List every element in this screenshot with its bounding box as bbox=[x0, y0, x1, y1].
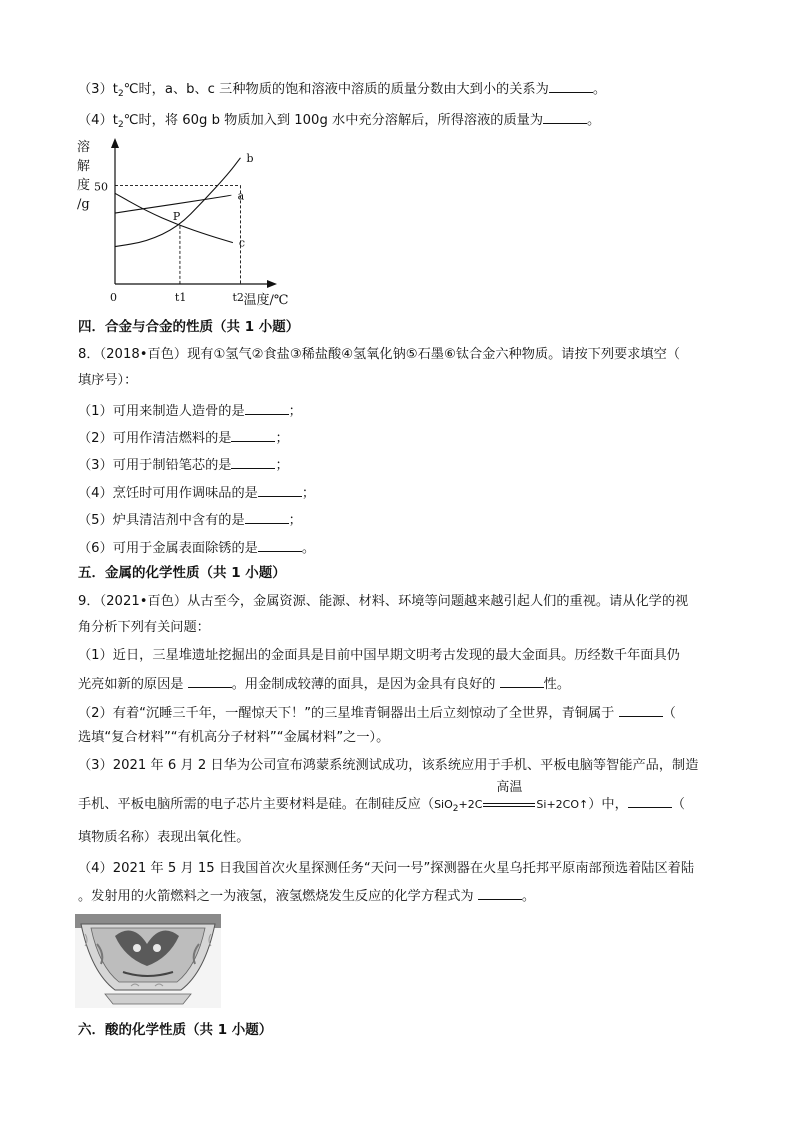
q9-part-3: （3）2021 年 6 月 2 日华为公司宣布鸿蒙系统测试成功，该系统应用于手机、平板电脑等智能产品，制造 bbox=[78, 758, 699, 773]
section-4-heading: 四．合金与合金的性质（共 1 小题） bbox=[78, 319, 300, 335]
question-8-intro: 8．（2018•百色）现有①氢气②食盐③稀盐酸④氢氧化钠⑤石墨⑥钛合金六种物质。请按下列要求填空（ bbox=[78, 347, 680, 362]
y-axis-label-char: 溶 bbox=[77, 140, 91, 155]
section-6-heading: 六．酸的化学性质（共 1 小题） bbox=[78, 1022, 273, 1038]
x-axis-arrow bbox=[267, 280, 277, 288]
y-axis-arrow bbox=[111, 138, 119, 148]
x-tick-t2: t2 bbox=[232, 291, 244, 304]
y-tick-label: 50 bbox=[94, 180, 108, 194]
q7-item-4: $(4)t_2℃$时，将 60g b 物质加入到 100g 水中充分溶解后，所得溶液的质量为 。 bbox=[78, 110, 724, 134]
answer-blank[interactable] bbox=[231, 428, 275, 442]
q8-item: （6）可用于金属表面除锈的是 。 bbox=[78, 538, 724, 558]
q8-item: （2）可用作清洁燃料的是 ； bbox=[78, 428, 724, 448]
answer-blank[interactable] bbox=[188, 674, 232, 688]
q9-part-3-cont2: 填物质名称）表现出氧化性。 bbox=[78, 830, 250, 845]
series-label-b: b bbox=[246, 151, 254, 165]
q9-part-4-cont: 。发射用的火箭燃料之一为液氢，液氢燃烧发生反应的化学方程式为 。 bbox=[78, 886, 724, 906]
q9-part-2: （2）有着“沉睡三千年，一醒惊天下！”的三星堆青铜器出土后立刻惊动了全世界，青铜属于 （ bbox=[78, 703, 724, 723]
silicon-reaction-equation: SiO$_2$+2C 高温 Si+2CO↑ bbox=[434, 780, 589, 814]
question-8-intro-cont: 填序号）： bbox=[78, 373, 138, 388]
origin-label: 0 bbox=[110, 291, 117, 304]
q8-item: （4）烹饪时可用作调味品的是 ； bbox=[78, 483, 724, 503]
series-label-a: a bbox=[237, 189, 245, 203]
solubility-chart bbox=[70, 136, 289, 314]
bronze-vessel-image bbox=[75, 914, 221, 1008]
answer-blank[interactable] bbox=[231, 455, 275, 469]
q8-item: （1）可用来制造人造骨的是 ； bbox=[78, 401, 724, 421]
section-5-heading: 五．金属的化学性质（共 1 小题） bbox=[78, 565, 286, 581]
answer-blank[interactable] bbox=[245, 401, 289, 415]
y-axis-label-char: 度 bbox=[77, 178, 91, 193]
y-axis-label-char: /g bbox=[77, 197, 90, 212]
q8-item: （3）可用于制铅笔芯的是 ； bbox=[78, 455, 724, 475]
answer-blank[interactable] bbox=[619, 703, 663, 717]
answer-blank[interactable] bbox=[258, 483, 302, 497]
series-label-c: c bbox=[238, 236, 246, 250]
q9-part-2-cont: 选填“复合材料”“有机高分子材料”“金属材料”之一）。 bbox=[78, 730, 390, 745]
question-9-intro-cont: 角分析下列有关问题： bbox=[78, 620, 210, 635]
answer-blank[interactable] bbox=[258, 538, 302, 552]
x-axis-label: 温度/℃ bbox=[243, 293, 289, 308]
q9-part-4: （4）2021 年 5 月 15 日我国首次火星探测任务“天问一号”探测器在火星乌托邦平原南部预选着陆区着陆 bbox=[78, 861, 695, 876]
answer-blank[interactable] bbox=[500, 674, 544, 688]
q9-part-1-cont: 光亮如新的原因是 。用金制成较薄的面具，是因为金具有良好的 性。 bbox=[78, 674, 724, 694]
answer-blank[interactable] bbox=[549, 79, 593, 93]
question-9-intro: 9．（2021•百色）从古至今，金属资源、能源、材料、环境等问题越来越引起人们的重视。请从化学的视 bbox=[78, 594, 689, 609]
answer-blank[interactable] bbox=[543, 110, 587, 124]
intersection-point-label: P bbox=[172, 209, 181, 223]
q9-part-3-cont: 手机、平板电脑所需的电子芯片主要材料是硅。在制硅反应（SiO$_2$+2C 高温 Si+2CO↑）中， （ bbox=[78, 794, 724, 818]
answer-blank[interactable] bbox=[628, 794, 672, 808]
y-axis-label-char: 解 bbox=[77, 159, 91, 174]
reaction-condition: 高温 bbox=[496, 780, 523, 795]
q9-part-1: （1）近日，三星堆遗址挖掘出的金面具是目前中国早期文明考古发现的最大金面具。历经数千年面具仍 bbox=[78, 648, 680, 663]
x-tick-t1: t1 bbox=[174, 291, 187, 304]
series-line-b bbox=[115, 158, 240, 247]
answer-blank[interactable] bbox=[478, 886, 522, 900]
q8-item: （5）炉具清洁剂中含有的是 ； bbox=[78, 510, 724, 530]
answer-blank[interactable] bbox=[245, 510, 289, 524]
q7-item-3: $(3)t_2℃$时，a、b、c 三种物质的饱和溶液中溶质的质量分数由大到小的关系为 。 bbox=[78, 79, 724, 103]
